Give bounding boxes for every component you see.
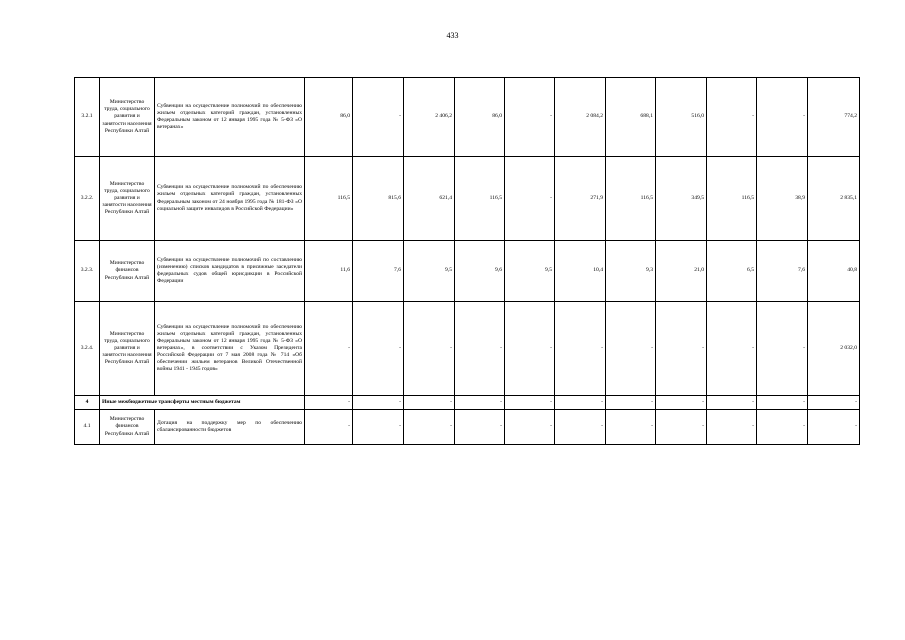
value-cell: - <box>555 396 606 410</box>
row-description: Субвенции на осуществление полномочий по обеспечению жильем отдельных категорий граждан, установленных Федеральным законом от 12 января 1995 года № 5-ФЗ «О ветеранах» <box>155 78 305 157</box>
value-cell: 40,8 <box>808 241 860 302</box>
row-description: Дотация на поддержку мер по обеспечению сбалансированности бюджетов <box>155 410 305 445</box>
value-cell: - <box>555 410 606 445</box>
value-cell: - <box>707 78 757 157</box>
value-cell: - <box>606 302 656 396</box>
value-cell: 116,5 <box>455 157 505 241</box>
value-cell: 688,1 <box>606 78 656 157</box>
value-cell: - <box>757 410 808 445</box>
value-cell: 11,6 <box>305 241 353 302</box>
row-code: 3.2.4. <box>75 302 100 396</box>
row-code: 4.1 <box>75 410 100 445</box>
value-cell: - <box>353 410 404 445</box>
value-cell: 116,5 <box>707 157 757 241</box>
value-cell: - <box>606 396 656 410</box>
value-cell: - <box>808 396 860 410</box>
value-cell: 9,5 <box>404 241 455 302</box>
row-description: Субвенции на осуществление полномочий по обеспечению жильем отдельных категорий граждан, установленных Федеральным законом от 12 января 1995 года № 5-ФЗ «О ветеранах», в соответствии с Указом Президента Российской Федерации от 7 мая 2008 года № 714 «Об обеспечении жильем ветеранов Великой Отечественной войны 1941 - 1945 годов» <box>155 302 305 396</box>
value-cell: - <box>505 410 555 445</box>
value-cell: - <box>404 410 455 445</box>
value-cell: 9,6 <box>455 241 505 302</box>
row-organization: Министерство финансов Республики Алтай <box>100 410 155 445</box>
value-cell: - <box>305 410 353 445</box>
value-cell: 86,0 <box>305 78 353 157</box>
value-cell: - <box>656 302 707 396</box>
value-cell: - <box>455 410 505 445</box>
table-row <box>75 241 860 302</box>
value-cell: - <box>707 302 757 396</box>
table-row <box>75 157 860 241</box>
table-row <box>75 396 860 410</box>
table-row <box>75 302 860 396</box>
value-cell: - <box>555 302 606 396</box>
value-cell: - <box>404 302 455 396</box>
value-cell: 116,5 <box>606 157 656 241</box>
value-cell: - <box>455 302 505 396</box>
value-cell: - <box>305 302 353 396</box>
row-organization: Министерство финансов Республики Алтай <box>100 241 155 302</box>
row-code: 4 <box>75 396 100 410</box>
value-cell: - <box>505 78 555 157</box>
value-cell: - <box>353 302 404 396</box>
row-description: Субвенции на осуществление полномочий по обеспечению жильем отдельных категорий граждан, установленных Федеральным законом от 24 ноября 1995 года № 181-ФЗ «О социальной защите инвалидов в Российской Федерации» <box>155 157 305 241</box>
value-cell: - <box>505 396 555 410</box>
row-organization: Министерство труда, социального развития и занятости населения Республики Алтай <box>100 157 155 241</box>
value-cell: 10,4 <box>555 241 606 302</box>
value-cell: - <box>404 396 455 410</box>
value-cell: 9,5 <box>505 241 555 302</box>
page-number: 433 <box>446 31 459 40</box>
transfers-table <box>74 77 860 445</box>
value-cell: - <box>707 396 757 410</box>
value-cell: 116,5 <box>305 157 353 241</box>
value-cell: 271,9 <box>555 157 606 241</box>
value-cell: - <box>656 410 707 445</box>
value-cell: 815,6 <box>353 157 404 241</box>
value-cell: 7,6 <box>353 241 404 302</box>
value-cell: - <box>353 396 404 410</box>
value-cell: - <box>505 302 555 396</box>
value-cell: - <box>707 410 757 445</box>
value-cell: 38,9 <box>757 157 808 241</box>
value-cell: 516,0 <box>656 78 707 157</box>
value-cell: 2 835,1 <box>808 157 860 241</box>
value-cell: 2 406,2 <box>404 78 455 157</box>
value-cell: - <box>305 396 353 410</box>
value-cell: - <box>505 157 555 241</box>
row-organization: Министерство труда, социального развития и занятости населения Республики Алтай <box>100 302 155 396</box>
table-row <box>75 78 860 157</box>
value-cell: 6,5 <box>707 241 757 302</box>
value-cell: - <box>757 78 808 157</box>
value-cell: 349,5 <box>656 157 707 241</box>
row-code: 3.2.1 <box>75 78 100 157</box>
value-cell: - <box>656 396 707 410</box>
row-description: Иные межбюджетные трансферты местным бюджетам <box>100 396 305 410</box>
value-cell: 9,3 <box>606 241 656 302</box>
value-cell: - <box>353 78 404 157</box>
value-cell: - <box>606 410 656 445</box>
row-description: Субвенции на осуществление полномочий по составлению (изменению) списков кандидатов в присяжные заседатели федеральных судов общей юрисдикции в Российской Федерации <box>155 241 305 302</box>
value-cell: 774,2 <box>808 78 860 157</box>
row-organization: Министерство труда, социального развития и занятости населения Республики Алтай <box>100 78 155 157</box>
table-row <box>75 410 860 445</box>
row-code: 3.2.3. <box>75 241 100 302</box>
value-cell: - <box>808 410 860 445</box>
value-cell: 621,4 <box>404 157 455 241</box>
value-cell: 2 032,0 <box>808 302 860 396</box>
value-cell: 86,0 <box>455 78 505 157</box>
value-cell: - <box>757 302 808 396</box>
value-cell: 2 084,2 <box>555 78 606 157</box>
value-cell: - <box>757 396 808 410</box>
value-cell: 7,6 <box>757 241 808 302</box>
row-code: 3.2.2. <box>75 157 100 241</box>
value-cell: - <box>455 396 505 410</box>
value-cell: 21,0 <box>656 241 707 302</box>
